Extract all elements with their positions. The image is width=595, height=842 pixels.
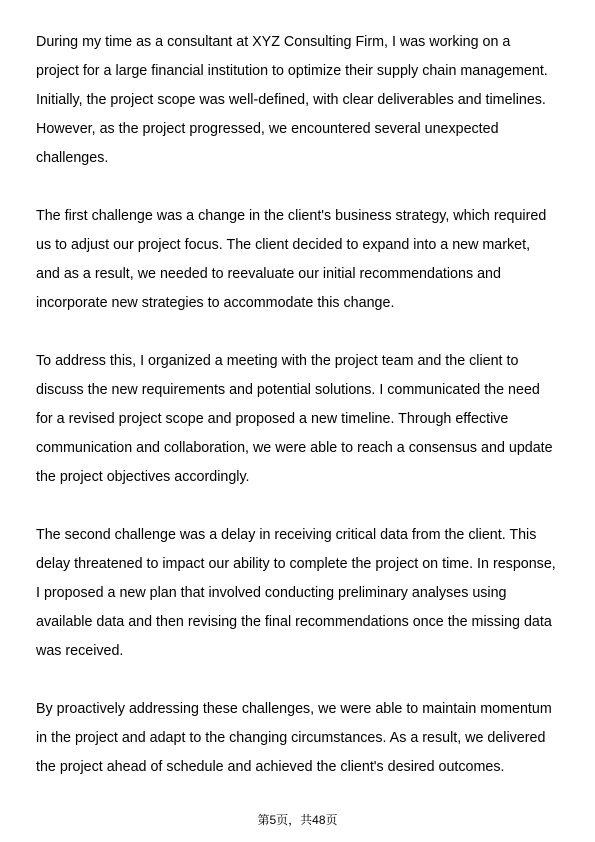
text-line: To address this, I organized a meeting with the project team and the client to	[36, 353, 519, 369]
paragraph-3	[36, 347, 564, 492]
text-line: During my time as a consultant at XYZ Consulting Firm, I was working on a	[36, 34, 511, 50]
text-line: the project objectives accordingly.	[36, 469, 250, 485]
text-line: However, as the project progressed, we encountered several unexpected	[36, 121, 499, 137]
text-line: for a revised project scope and proposed a new timeline. Through effective	[36, 411, 509, 427]
text-line: Initially, the project scope was well-defined, with clear deliverables and timelines.	[36, 92, 546, 108]
text-line: By proactively addressing these challenges, we were able to maintain momentum	[36, 701, 552, 717]
paragraph-4	[36, 521, 564, 666]
text-line: project for a large financial institution to optimize their supply chain management.	[36, 63, 548, 79]
paragraph-spacer	[36, 666, 564, 695]
text-line: the project ahead of schedule and achieved the client's desired outcomes.	[36, 759, 505, 775]
text-line: The second challenge was a delay in receiving critical data from the client. This	[36, 527, 537, 543]
text-line: incorporate new strategies to accommodate this change.	[36, 295, 395, 311]
text-line: was received.	[36, 643, 124, 659]
text-line: delay threatened to impact our ability to complete the project on time. In response,	[36, 556, 556, 572]
text-line: available data and then revising the final recommendations once the missing data	[36, 614, 552, 630]
page-number-footer: 第5页，共48页	[257, 813, 338, 827]
document-body	[36, 28, 564, 782]
paragraph-spacer	[36, 173, 564, 202]
paragraph-5	[36, 695, 564, 782]
text-line: I proposed a new plan that involved conducting preliminary analyses using	[36, 585, 507, 601]
text-line: discuss the new requirements and potential solutions. I communicated the need	[36, 382, 540, 398]
paragraph-2	[36, 202, 564, 318]
paragraph-spacer	[36, 492, 564, 521]
paragraph-1	[36, 28, 564, 173]
text-line: The first challenge was a change in the client's business strategy, which required	[36, 208, 547, 224]
text-line: communication and collaboration, we were able to reach a consensus and update	[36, 440, 553, 456]
text-line: us to adjust our project focus. The client decided to expand into a new market,	[36, 237, 531, 253]
text-line: in the project and adapt to the changing circumstances. As a result, we delivered	[36, 730, 546, 746]
text-line: challenges.	[36, 150, 109, 166]
text-line: and as a result, we needed to reevaluate our initial recommendations and	[36, 266, 501, 282]
paragraph-spacer	[36, 318, 564, 347]
